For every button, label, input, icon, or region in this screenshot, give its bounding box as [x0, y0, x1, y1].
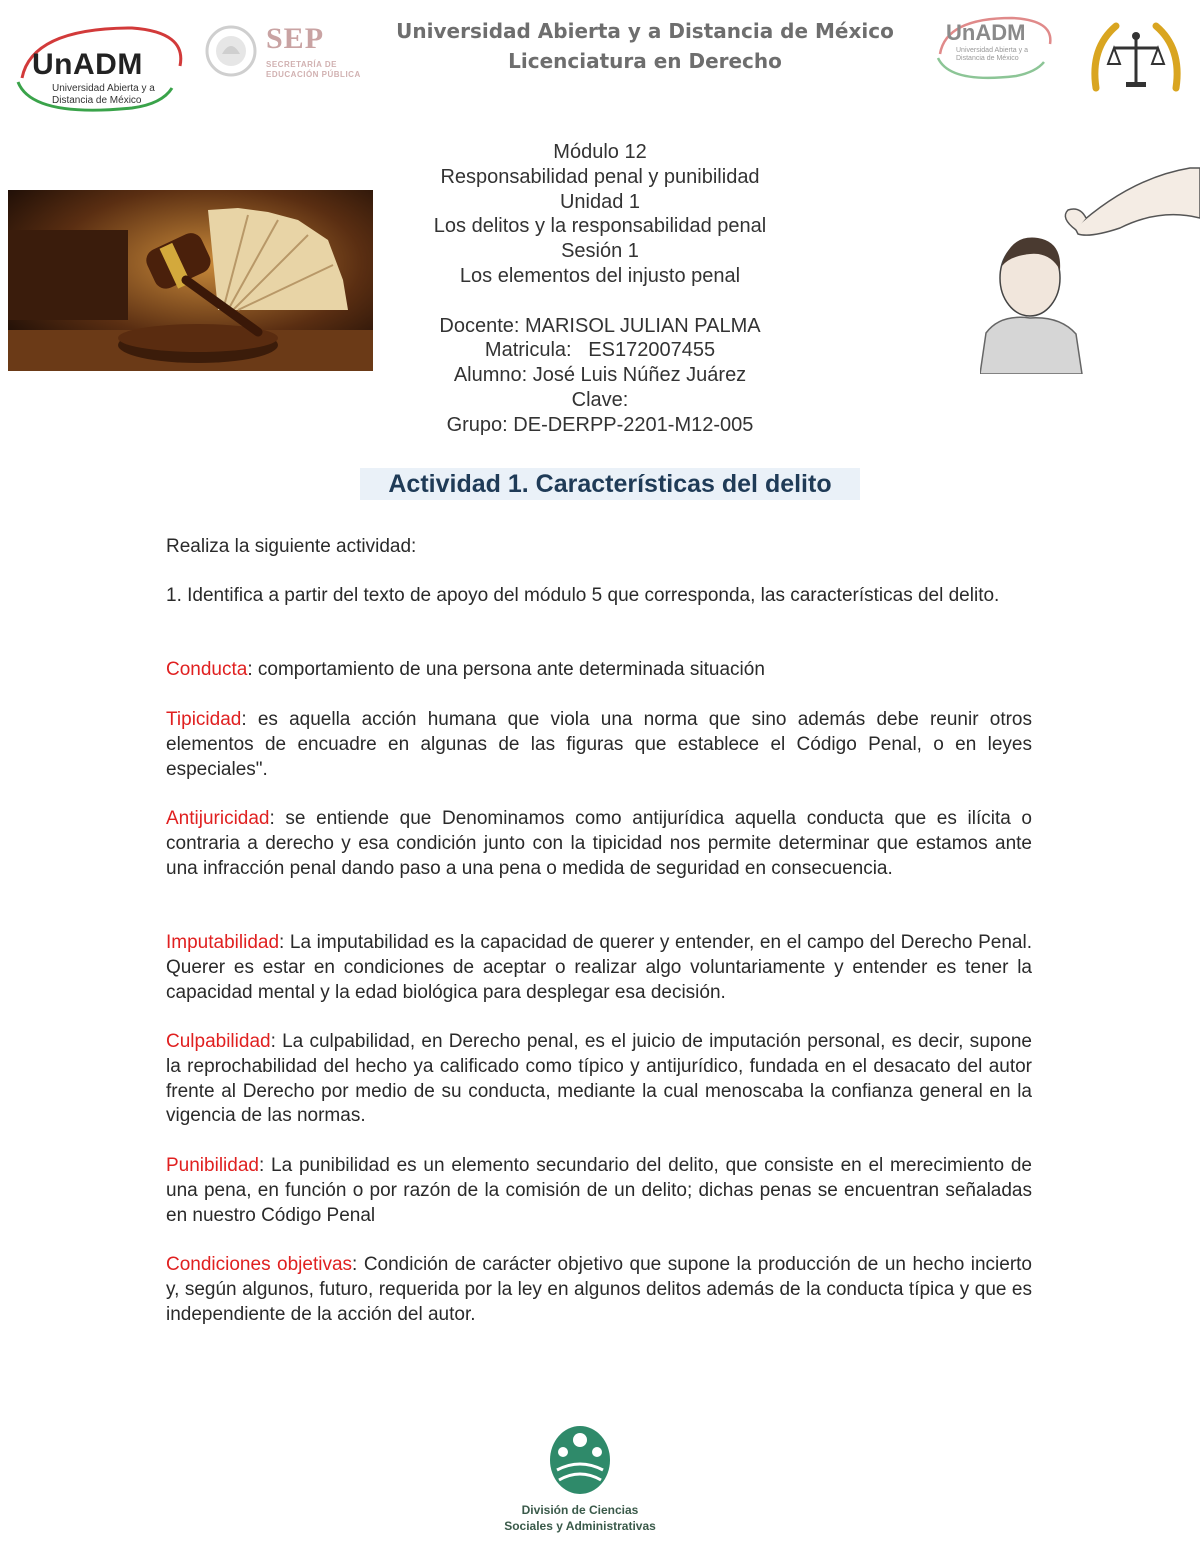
item-conducta: [166, 658, 1032, 683]
sep-subtitle-line1: SECRETARÍA DE: [266, 60, 337, 69]
unadm-subtitle: Universidad Abierta y a Distancia de México: [52, 83, 155, 106]
scales-of-justice-icon: [1086, 18, 1186, 104]
item-imputabilidad: [166, 931, 1032, 1005]
unidad-name: Los delitos y la responsabilidad penal: [433, 215, 767, 238]
term-label: Conducta: [166, 659, 248, 680]
division-logo: [455, 1420, 705, 1540]
unadm-logo-right: [932, 14, 1054, 84]
grupo: Grupo: DE-DERPP-2201-M12-005: [446, 413, 754, 436]
unadm-wordmark-right: UnADM: [946, 20, 1026, 45]
activity-title: Actividad 1. Características del delito: [360, 468, 860, 500]
unidad: Unidad 1: [559, 190, 641, 213]
division-emblem-icon: [545, 1420, 615, 1496]
gavel-icon: [8, 190, 373, 371]
division-line2: Sociales y Administrativas: [504, 1519, 656, 1533]
unadm-logo-left: [12, 18, 184, 118]
term-definition: : se entiende que Denominamos como antijurídica aquella conducta que es ilícita o contraria a derecho y esa condición junto con la tipicidad nos permite determinar que estamos ante una infracción penal dando paso a una pena o medida de seguridad en consecuencia.: [166, 808, 1032, 879]
term-definition: : La culpabilidad, en Derecho penal, es el juicio de imputación personal, es decir, supone la reprochabilidad del hecho ya calificado como típico y antijurídico, fundada en el desacato del autor frente al Derecho por medio de su conducta, mediante la cual menoscaba la confianza general en la vigencia de las normas.: [166, 1031, 1032, 1127]
division-name: [455, 1502, 705, 1534]
spacer: [380, 289, 820, 314]
clave: Clave:: [571, 388, 629, 411]
alumno: Alumno: José Luis Núñez Juárez: [453, 364, 747, 387]
sep-logo: [200, 20, 380, 82]
intro-text: Realiza la siguiente actividad:: [166, 536, 417, 557]
term-label: Antijuricidad: [166, 808, 270, 829]
accused-person-image: [980, 158, 1200, 374]
term-label: Imputabilidad: [166, 932, 280, 953]
law-seal: [1086, 18, 1186, 104]
item-condiciones-objetivas: [166, 1253, 1032, 1327]
program-name: Licenciatura en Derecho: [508, 49, 782, 73]
term-definition: : La imputabilidad es la capacidad de querer y entender, en el campo del Derecho Penal. Querer es estar en condiciones de aceptar o realizar algo voluntariamente y entender es tener la capacidad mental y la edad biológica para desplegar esa decisión.: [166, 932, 1032, 1003]
term-definition: : La punibilidad es un elemento secundario del delito, que consiste en el merecimiento de una pena, en función o por razón de la comisión de un delito; dichas penas se encuentran señaladas en nuestro Código Penal: [166, 1155, 1032, 1226]
sesion-name: Los elementos del injusto penal: [459, 264, 741, 287]
term-label: Condiciones objetivas: [166, 1254, 353, 1275]
division-line1: División de Ciencias: [521, 1503, 639, 1517]
term-definition: : comportamiento de una persona ante determinada situación: [247, 659, 765, 680]
sep-wordmark: SEP: [266, 22, 325, 55]
item-antijuricidad: [166, 807, 1032, 881]
mexico-seal-icon: [204, 24, 258, 78]
item-punibilidad: [166, 1154, 1032, 1228]
cover-block: [380, 140, 820, 438]
gavel-books-image: [8, 190, 373, 371]
unadm-wordmark: UnADM: [32, 48, 143, 81]
term-definition: : es aquella acción humana que viola una norma que sino además debe reunir otros elementos de encuadre en algunas de las figuras que establece el Código Penal, o en leyes especiales".: [166, 709, 1032, 780]
sep-subtitle: [266, 60, 361, 80]
university-name: Universidad Abierta y a Distancia de México: [396, 19, 894, 43]
sesion: Sesión 1: [561, 240, 639, 263]
item-tipicidad: [166, 708, 1032, 782]
modulo-name: Responsabilidad penal y punibilidad: [440, 165, 760, 188]
term-label: Punibilidad: [166, 1155, 259, 1176]
docente: Docente: MARISOL JULIAN PALMA: [439, 314, 761, 337]
instruction-text: 1. Identifica a partir del texto de apoyo del módulo 5 que corresponda, las características del delito.: [166, 585, 1000, 606]
unadm-subtitle-right: Universidad Abierta y a Distancia de México: [956, 47, 1028, 62]
university-header: [380, 16, 910, 76]
sep-subtitle-line2: EDUCACIÓN PÚBLICA: [266, 70, 361, 79]
item-culpabilidad: [166, 1030, 1032, 1129]
matricula: Matricula: ES172007455: [484, 339, 716, 362]
term-label: Culpabilidad: [166, 1031, 271, 1052]
modulo: Módulo 12: [553, 141, 647, 163]
term-label: Tipicidad: [166, 709, 242, 730]
term-definition: : Condición de carácter objetivo que supone la producción de un hecho incierto y, según algunos, futuro, requerida por la ley en algunos delitos además de la conducta típica y que es independiente de la acción del autor.: [166, 1254, 1032, 1325]
pointing-finger-icon: [980, 158, 1200, 374]
